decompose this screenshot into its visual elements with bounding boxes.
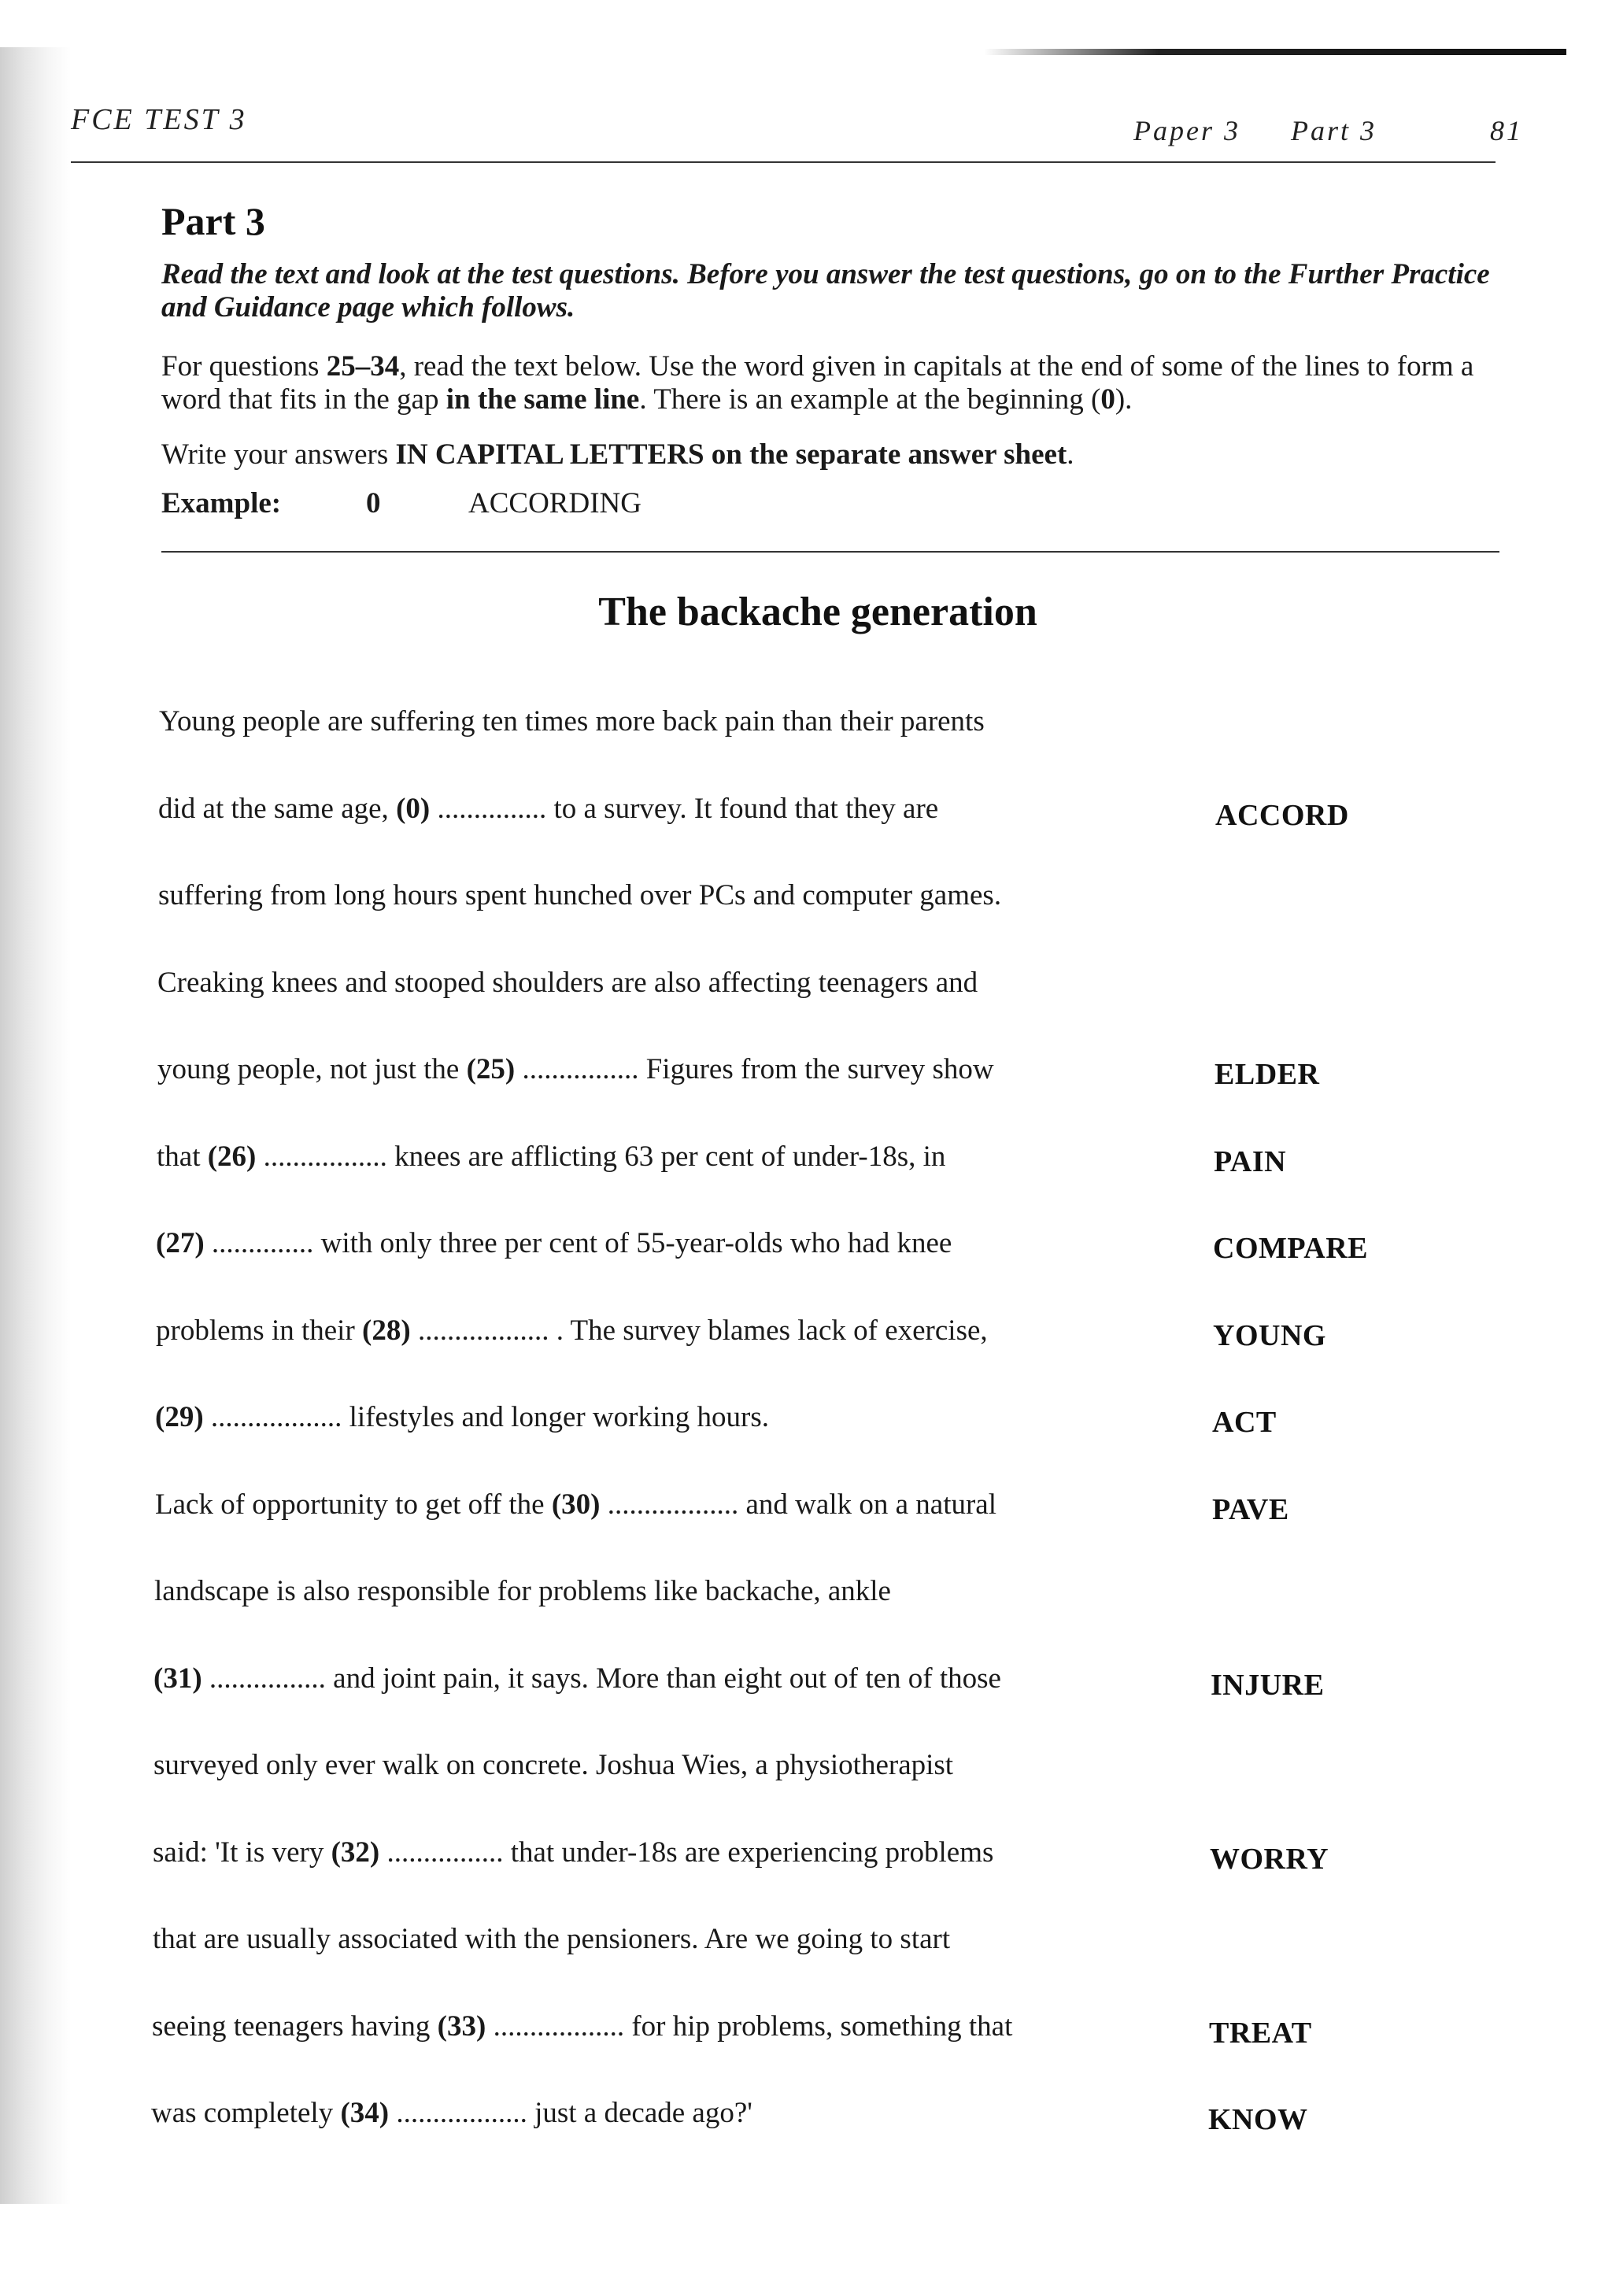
passage-line xyxy=(155,1488,996,1521)
top-edge-rule xyxy=(984,49,1566,55)
passage-line xyxy=(153,1836,993,1869)
example-answer: ACCORDING xyxy=(468,487,641,519)
passage-line xyxy=(158,792,938,826)
gap-number: (27) xyxy=(156,1227,205,1259)
keyword-elder: ELDER xyxy=(1215,1058,1320,1091)
running-header-test: FCE TEST 3 xyxy=(71,103,247,136)
passage-line xyxy=(152,2009,1012,2043)
instruction-italic: Read the text and look at the test questions. Before you answer the test questions, go on to the Further Practice and Guidance page which follows. xyxy=(161,258,1490,324)
keyword-treat: TREAT xyxy=(1209,2017,1312,2050)
gap-number: (33) xyxy=(437,2010,486,2043)
keyword-worry: WORRY xyxy=(1210,1843,1329,1876)
gap-number: (0) xyxy=(396,793,431,825)
keyword-know: KNOW xyxy=(1208,2103,1308,2136)
line-text-after: .................. lifestyles and longer working hours. xyxy=(203,1401,769,1433)
passage-line xyxy=(154,1574,891,1608)
line-text-before: did at the same age, xyxy=(158,793,397,825)
gap-number: (25) xyxy=(466,1053,516,1085)
passage-line xyxy=(151,2096,752,2130)
running-header-paper: Paper 3 xyxy=(1133,115,1240,146)
passage-line xyxy=(155,1400,769,1434)
line-text-after: ................. knees are afflicting 63 per cent of under-18s, in xyxy=(256,1141,946,1173)
gap-number: (26) xyxy=(207,1141,257,1173)
keyword-pave: PAVE xyxy=(1212,1493,1289,1526)
line-text-after: ................ and joint pain, it says. More than eight out of ten of those xyxy=(202,1662,1001,1695)
keyword-act: ACT xyxy=(1212,1406,1277,1439)
line-text-after: .............. with only three per cent of 55-year-olds who had knee xyxy=(204,1227,952,1259)
example-number: 0 xyxy=(366,487,381,519)
example-label: Example: xyxy=(161,487,282,519)
line-text-before: that are usually associated with the pensioners. Are we going to start xyxy=(153,1923,951,1955)
gap-number: (34) xyxy=(340,2097,390,2129)
passage-line xyxy=(157,966,978,1000)
page-number: 81 xyxy=(1490,115,1523,146)
passage-line xyxy=(157,1052,994,1086)
example-row xyxy=(161,486,641,520)
passage-line xyxy=(153,1662,1001,1695)
line-text-before: that xyxy=(157,1141,208,1173)
instruction-questions: For questions 25–34, read the text below. Use the word given in capitals at the end of some of the lines to form a word that fits in the gap in the same line. There is an example at the beginning (0). xyxy=(161,350,1474,416)
gap-number: (28) xyxy=(362,1314,411,1347)
passage-line xyxy=(153,1922,950,1956)
running-header-right xyxy=(1133,114,1523,147)
book-spine-shadow xyxy=(0,47,71,2204)
line-text-before: was completely xyxy=(151,2097,341,2129)
text-title: The backache generation xyxy=(598,590,1037,634)
gap-number: (30) xyxy=(551,1488,601,1521)
keyword-compare: COMPARE xyxy=(1213,1232,1368,1265)
instruction-answers: Write your answers IN CAPITAL LETTERS on the separate answer sheet. xyxy=(161,438,1074,471)
line-text-before: young people, not just the xyxy=(157,1053,467,1085)
passage-line xyxy=(157,1140,945,1174)
part-title: Part 3 xyxy=(161,199,265,243)
line-text-after: ................ that under-18s are experiencing problems xyxy=(379,1836,994,1869)
keyword-young: YOUNG xyxy=(1213,1319,1326,1352)
line-text-before: Lack of opportunity to get off the xyxy=(155,1488,552,1521)
passage-line xyxy=(156,1314,988,1348)
gap-number: (32) xyxy=(331,1836,380,1869)
line-text-after: .................. . The survey blames lack of exercise, xyxy=(410,1314,988,1347)
section-divider xyxy=(161,551,1499,553)
passage-line xyxy=(159,704,985,738)
line-text-after: .................. and walk on a natural xyxy=(600,1488,996,1521)
line-text-before: Young people are suffering ten times more back pain than their parents xyxy=(159,705,985,738)
passage-line xyxy=(156,1226,952,1260)
line-text-before: problems in their xyxy=(156,1314,363,1347)
header-divider xyxy=(71,161,1496,163)
line-text-before: seeing teenagers having xyxy=(152,2010,438,2043)
line-text-after: .................. just a decade ago?' xyxy=(389,2097,752,2129)
passage-line xyxy=(153,1748,953,1782)
line-text-after: ............... to a survey. It found that they are xyxy=(430,793,939,825)
keyword-injure: INJURE xyxy=(1211,1669,1325,1702)
keyword-accord: ACCORD xyxy=(1215,799,1349,832)
gap-number: (29) xyxy=(155,1401,204,1433)
line-text-after: .................. for hip problems, something that xyxy=(486,2010,1013,2043)
gap-number: (31) xyxy=(153,1662,202,1695)
running-header-part: Part 3 xyxy=(1290,115,1377,146)
keyword-pain: PAIN xyxy=(1214,1145,1287,1178)
line-text-before: suffering from long hours spent hunched over PCs and computer games. xyxy=(158,879,1002,911)
passage-line xyxy=(158,878,1001,912)
line-text-before: Creaking knees and stooped shoulders are also affecting teenagers and xyxy=(157,967,978,999)
line-text-after: ................ Figures from the survey show xyxy=(515,1053,994,1085)
line-text-before: surveyed only ever walk on concrete. Joshua Wies, a physiotherapist xyxy=(153,1749,954,1781)
line-text-before: landscape is also responsible for problems like backache, ankle xyxy=(154,1575,891,1607)
line-text-before: said: 'It is very xyxy=(153,1836,331,1869)
